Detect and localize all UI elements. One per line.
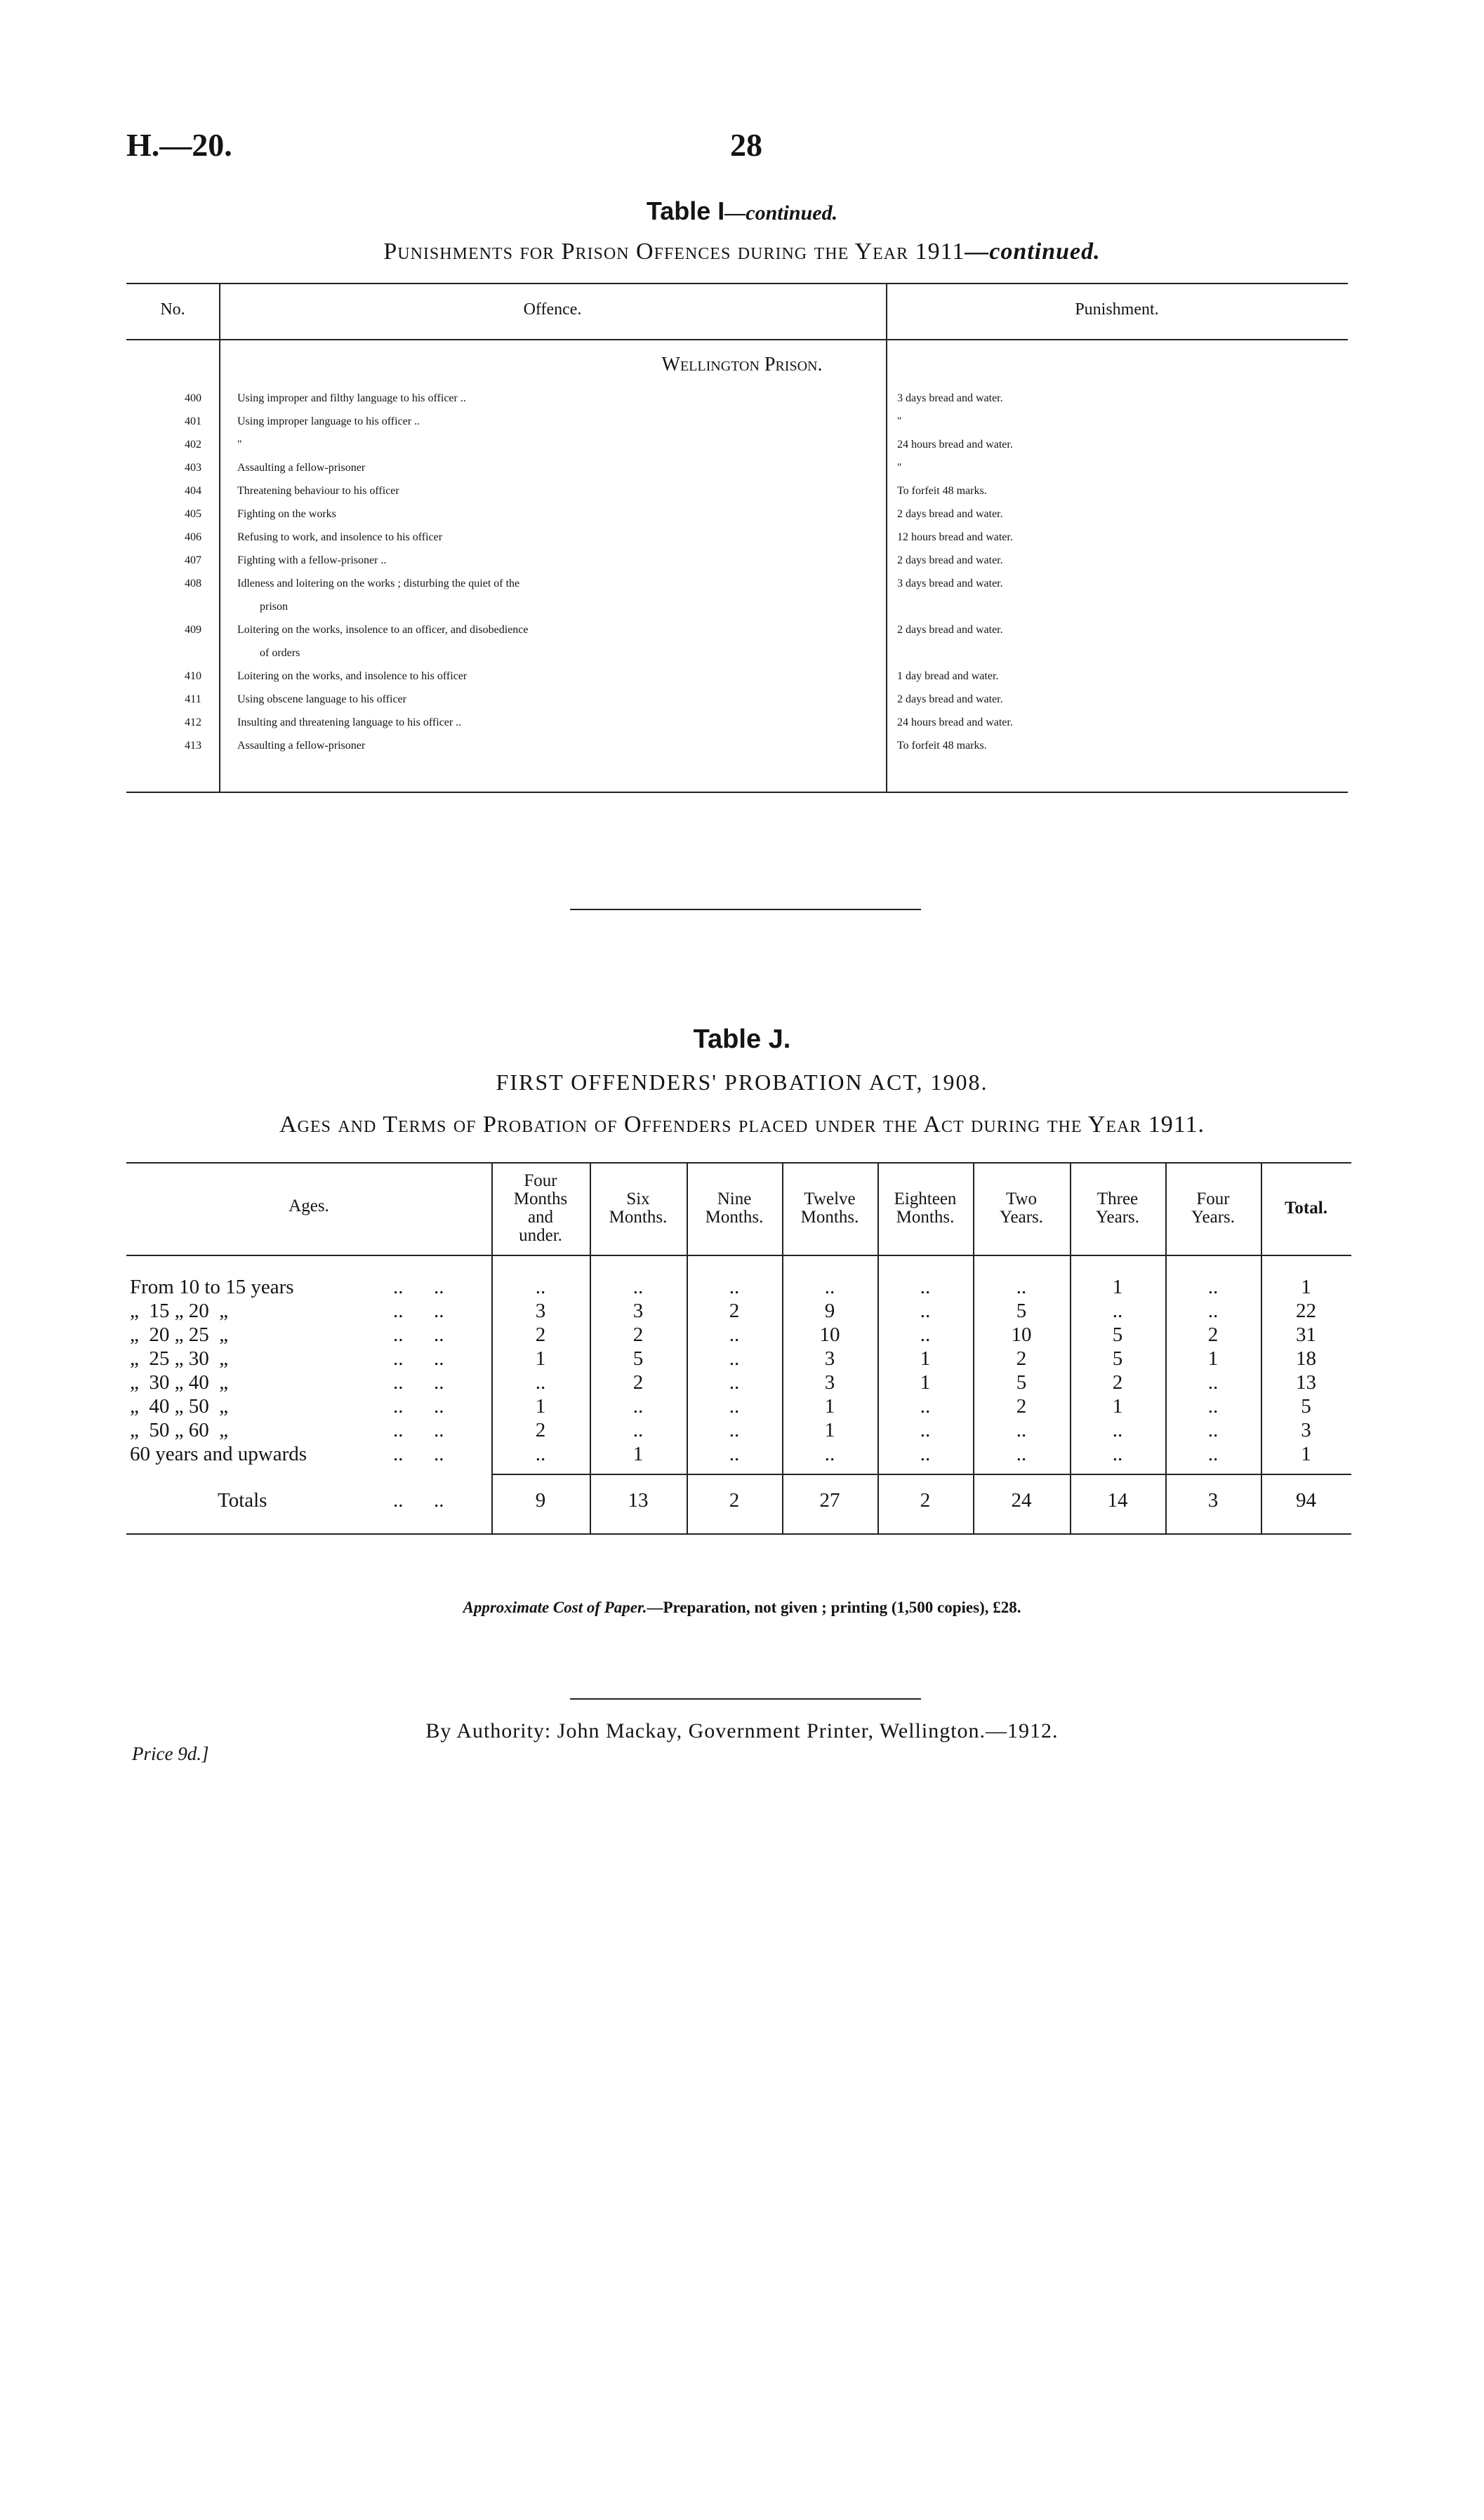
offence-text: Loitering on the works, and insolence to his officer [237,670,468,682]
table-row [126,735,1348,759]
table-cell: 1 [1112,1395,1123,1418]
table-cell: .. [1112,1300,1123,1322]
col-header-line: Years. [999,1208,1044,1227]
total-cell: 14 [1107,1489,1128,1512]
table-row [126,526,1348,550]
table-row [126,480,1348,504]
table-cell: 2 [1016,1347,1027,1370]
table-cell: 2 [1112,1371,1123,1394]
offence-number: 410 [185,670,201,682]
offence-text: Using obscene language to his officer [237,693,406,705]
age-range-label: From 10 to 15 years [130,1276,294,1298]
table-row [126,712,1348,735]
col-header [782,1190,877,1227]
table-row [126,549,1348,573]
offence-number: 413 [185,740,201,752]
table-cell: 22 [1296,1300,1316,1322]
table-i-bottom-rule [126,792,1348,793]
col-header-line: Six [626,1189,650,1208]
table-cell: 1 [1207,1347,1219,1370]
table-cell: 13 [1296,1371,1316,1394]
col-header-line: Eighteen [894,1189,957,1208]
table-cell: .. [1112,1443,1123,1465]
table-cell: .. [729,1371,740,1394]
table-cell: 1 [824,1419,835,1441]
col-header-line: Months. [896,1208,955,1227]
table-cell: .. [1207,1371,1219,1394]
table-cell: 2 [632,1324,644,1346]
offence-text: Assaulting a fellow-prisoner [237,740,366,752]
col-header-line: Months. [800,1208,859,1227]
table-i-header-rule [126,339,1348,340]
col-header-offence: Offence. [523,300,582,319]
table-cell: 5 [1016,1300,1027,1322]
table-cell: .. [632,1419,644,1441]
table-cell: .. [729,1347,740,1370]
offence-text: Using improper and filthy language to his officer .. [237,392,466,404]
leader-dots: .. .. [393,1395,444,1418]
punishment-text: 2 days bread and water. [897,624,1003,636]
total-cell: 24 [1011,1489,1032,1512]
table-cell: 3 [824,1371,835,1394]
col-header [590,1190,687,1227]
footer-rule [570,1698,921,1700]
leader-dots: .. .. [393,1324,444,1346]
table-cell: .. [920,1419,931,1441]
table-cell: 2 [729,1300,740,1322]
offence-text: Fighting on the works [237,508,336,520]
offence-number: 400 [185,392,201,404]
table-j-act: FIRST OFFENDERS' PROBATION ACT, 1908. [496,1069,988,1095]
leader-dots: .. .. [393,1347,444,1370]
total-cell: 94 [1296,1489,1316,1512]
table-cell: 1 [535,1395,546,1418]
table-j-totals-rule [491,1474,1351,1475]
table-cell: .. [920,1395,931,1418]
table-cell: 1 [535,1347,546,1370]
table-cell: .. [1016,1419,1027,1441]
offence-number: 402 [185,439,201,451]
table-cell: 2 [535,1324,546,1346]
table-row [126,434,1348,458]
totals-label: Totals [218,1489,267,1512]
punishment-text: 12 hours bread and water. [897,531,1013,543]
total-cell: 2 [920,1489,931,1512]
table-j-top-rule [126,1162,1351,1164]
table-row [126,503,1348,527]
punishment-text: To forfeit 48 marks. [897,740,987,752]
leader-dots: .. .. [393,1300,444,1322]
col-header-line: Months. [609,1208,668,1227]
table-cell: .. [1016,1276,1027,1298]
table-row [126,457,1348,481]
leader-dots: .. .. [393,1419,444,1441]
table-cell: 5 [1112,1347,1123,1370]
col-header-line: under. [519,1226,562,1245]
leader-dots: .. .. [393,1443,444,1465]
offence-number: 401 [185,415,201,427]
table-i-subtitle: Punishments for Prison Offences during the Year 1911—continued. [383,239,1101,265]
section-separator [570,909,921,910]
table-cell: .. [535,1371,546,1394]
col-header [1261,1199,1351,1218]
offence-text: Using improper language to his officer .. [237,415,420,427]
table-cell: 5 [632,1347,644,1370]
price: Price 9d.] [132,1743,209,1764]
col-header [1070,1190,1165,1227]
table-cell: .. [1207,1276,1219,1298]
table-j-title: Table J. [693,1025,791,1054]
table-cell: 1 [1112,1276,1123,1298]
col-header-line: Months. [705,1208,764,1227]
table-cell: 2 [1016,1395,1027,1418]
punishment-text: 1 day bread and water. [897,670,999,682]
table-cell: 2 [632,1371,644,1394]
table-cell: .. [1207,1300,1219,1322]
offence-text: Loitering on the works, insolence to an officer, and disobedience [237,624,529,636]
offence-text: Insulting and threatening language to his officer .. [237,716,462,728]
col-header-line: Nine [717,1189,752,1208]
leader-dots: .. .. [393,1276,444,1298]
leader-dots: .. .. [393,1371,444,1394]
table-cell: 2 [1207,1324,1219,1346]
col-header [1165,1190,1261,1227]
col-header [491,1172,590,1245]
offence-text: Threatening behaviour to his officer [237,485,399,497]
table-row [126,688,1348,712]
table-cell: 1 [1301,1276,1311,1298]
table-cell: 5 [1301,1395,1311,1418]
table-cell: .. [920,1276,931,1298]
table-row [126,411,1348,434]
table-cell: .. [729,1419,740,1441]
total-cell: 27 [819,1489,840,1512]
offence-number: 405 [185,508,201,520]
col-header-line: Two [1005,1189,1038,1208]
col-header-line: Three [1097,1189,1139,1208]
table-cell: .. [632,1395,644,1418]
table-cell: 1 [632,1443,644,1465]
table-cell: 5 [1112,1324,1123,1346]
offence-number: 412 [185,716,201,728]
offence-number: 404 [185,485,201,497]
table-j-subtitle: Ages and Terms of Probation of Offenders placed under the Act during the Year 1911. [279,1112,1205,1138]
offence-text: Idleness and loitering on the works ; disturbing the quiet of the [237,578,520,589]
table-row [126,387,1348,411]
table-cell: .. [535,1443,546,1465]
table-cell: .. [729,1276,740,1298]
leader-dots: .. .. [393,1489,444,1512]
table-i-title: Table I—continued. [646,196,838,225]
age-range-label: „ 20 „ 25 „ [130,1324,229,1346]
table-i-top-rule [126,283,1348,284]
punishment-text: " [897,462,902,474]
col-header-line: and [527,1208,554,1227]
total-cell: 3 [1207,1489,1219,1512]
table-cell: .. [1207,1419,1219,1441]
table-row [126,619,1348,643]
col-header-line: Four [524,1171,557,1190]
punishment-text: 2 days bread and water. [897,508,1003,520]
col-header [973,1190,1070,1227]
table-cell: 1 [824,1395,835,1418]
age-range-label: „ 50 „ 60 „ [130,1419,229,1441]
column-divider [1261,1164,1262,1533]
table-cell: 10 [819,1324,840,1346]
table-cell: 3 [632,1300,644,1322]
table-cell: 31 [1296,1324,1316,1346]
col-header-line: Four [1196,1189,1230,1208]
punishment-text: 24 hours bread and water. [897,716,1013,728]
offence-text: " [237,439,242,451]
offence-number: 408 [185,578,201,589]
punishment-text: 24 hours bread and water. [897,439,1013,451]
offence-text-continued: prison [260,601,288,613]
col-header [687,1190,782,1227]
table-j-bottom-rule [126,1533,1351,1535]
table-cell: 3 [1301,1419,1311,1441]
page-number: 28 [730,127,762,163]
table-cell: .. [920,1300,931,1322]
age-range-label: „ 25 „ 30 „ [130,1347,229,1370]
table-cell: .. [1016,1443,1027,1465]
punishment-text: To forfeit 48 marks. [897,485,987,497]
total-cell: 9 [535,1489,546,1512]
printer-authority: By Authority: John Mackay, Government Printer, Wellington.—1912. [425,1719,1059,1742]
age-range-label: „ 40 „ 50 „ [130,1395,229,1418]
col-header-line: Months [513,1189,568,1208]
age-range-label: 60 years and upwards [130,1443,307,1465]
offence-text: Assaulting a fellow-prisoner [237,462,366,474]
punishment-text: 3 days bread and water. [897,392,1003,404]
col-header-punishment: Punishment. [1075,300,1159,319]
table-cell: 2 [535,1419,546,1441]
offence-number: 409 [185,624,201,636]
punishment-text: 3 days bread and water. [897,578,1003,589]
offence-number: 403 [185,462,201,474]
table-cell: 1 [1301,1443,1311,1465]
punishment-text: 2 days bread and water. [897,554,1003,566]
table-cell: .. [535,1276,546,1298]
table-cell: .. [1207,1395,1219,1418]
cost-note: Approximate Cost of Paper.—Preparation, not given ; printing (1,500 copies), £28. [463,1599,1021,1616]
table-cell: .. [920,1324,931,1346]
table-row [126,665,1348,689]
table-cell: .. [632,1276,644,1298]
table-cell: 18 [1296,1347,1316,1370]
col-header-line: Years. [1095,1208,1140,1227]
col-header-no: No. [160,300,185,319]
total-cell: 13 [628,1489,649,1512]
offence-number: 411 [185,693,201,705]
punishment-text: 2 days bread and water. [897,693,1003,705]
table-cell: .. [729,1443,740,1465]
table-cell: 1 [920,1347,931,1370]
offence-number: 407 [185,554,201,566]
table-cell: 9 [824,1300,835,1322]
table-row [126,573,1348,596]
offence-text: Fighting with a fellow-prisoner .. [237,554,387,566]
col-header-line: Twelve [804,1189,856,1208]
col-header-line: Years. [1191,1208,1235,1227]
col-header-ages: Ages. [289,1196,329,1215]
punishment-text: " [897,415,902,427]
table-row-continuation [126,642,1348,666]
table-cell: 1 [920,1371,931,1394]
table-cell: 10 [1011,1324,1032,1346]
table-cell: .. [1207,1443,1219,1465]
table-cell: .. [824,1443,835,1465]
report-reference: H.—20. [126,127,232,163]
age-range-label: „ 15 „ 20 „ [130,1300,229,1322]
table-cell: .. [824,1276,835,1298]
offence-number: 406 [185,531,201,543]
col-header-line: Total. [1285,1199,1327,1218]
col-header [877,1190,973,1227]
offence-text: Refusing to work, and insolence to his officer [237,531,443,543]
table-row-continuation [126,596,1348,620]
table-cell: .. [729,1395,740,1418]
table-j-header-rule [126,1255,1351,1256]
age-range-label: „ 30 „ 40 „ [130,1371,229,1394]
section-wellington-prison: Wellington Prison. [661,354,823,375]
table-cell: 5 [1016,1371,1027,1394]
table-cell: 3 [824,1347,835,1370]
offence-text-continued: of orders [260,647,300,659]
total-cell: 2 [729,1489,740,1512]
table-cell: .. [1112,1419,1123,1441]
table-cell: .. [729,1324,740,1346]
table-cell: .. [920,1443,931,1465]
table-cell: 3 [535,1300,546,1322]
